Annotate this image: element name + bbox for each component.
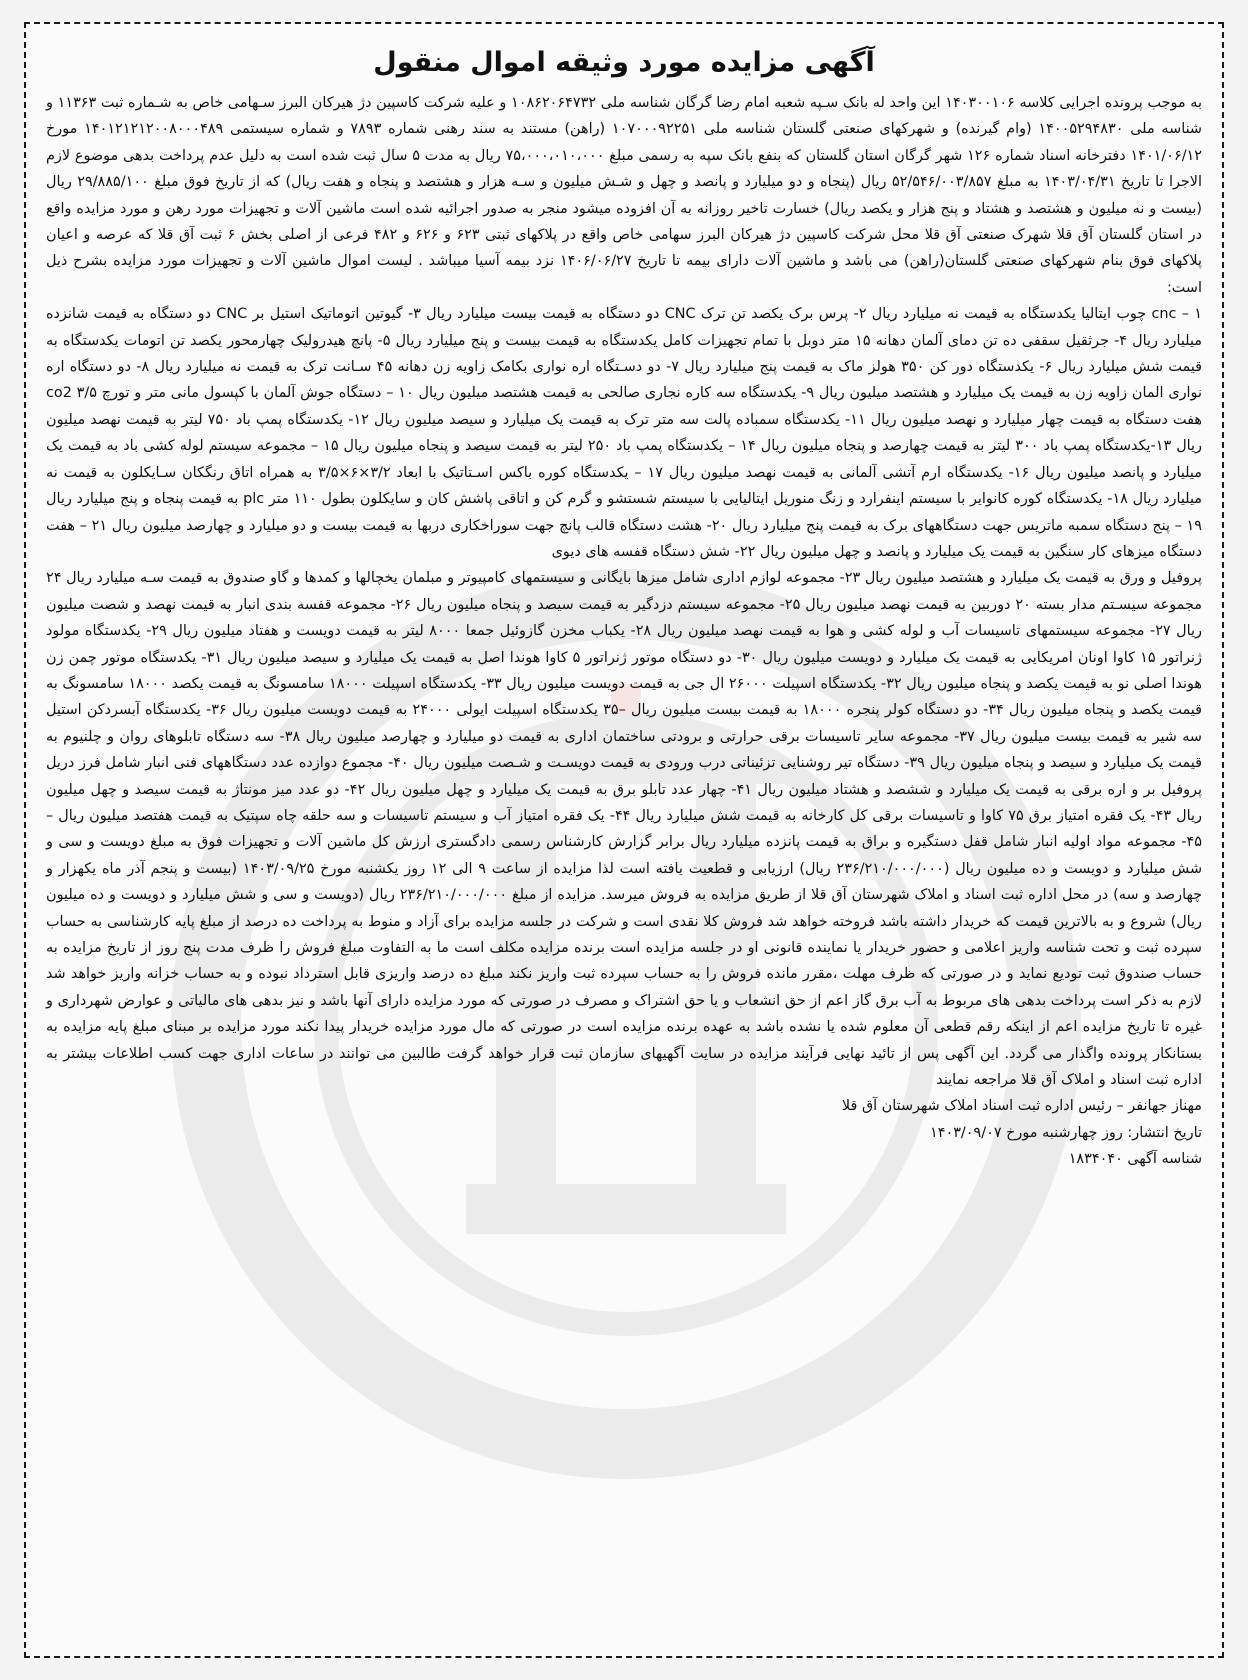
notice-items-paragraph: ۱ – cnc چوب ایتالیا یکدستگاه به قیمت نه میلیارد ریال ۲- پرس برک یکصد تن ترک CNC دو دستگاه به قیمت بیست میلیارد ریال ۳- گیوتین اتوماتیک استیل بر CNC دو دستگاه به قیمت شانزده میلیارد ریال ۴- جرثقیل سقفی ده تن دمای آلمان دهانه ۱۵ متر دوبل با تمام تجهیزات کامل یکدستگاه به قیمت بیست و پنج میلیارد ریال ۵- پانچ هیدرولیک چهارمحور یکصد تن اتومات یکدستگاه به قیمت شش میلیارد ریال ۶- یکدستگاه دور کن ۳۵۰ هولز ماک به قیمت پنج میلیارد ریال ۷- دو دسـتگاه اره نواری بکامک زاویه زن دهانه ۴۵ سـانت ترک به قیمت نه میلیارد ریال ۸- دو دستگاه اره نواری المان زاویه زن به قیمت یک میلیارد و هشتصد میلیون ریال ۹- یکدستگاه سه کاره نجاری صالحی به قیمت هشتصد میلیون ریال ۱۰ – دستگاه جوش آلمان با کپسول مانی متر و تورچ co2 ۳/۵ هفت دستگاه به قیمت چهار میلیارد و نهصد میلیون ریال ۱۱- یکدستگاه سمباده پالت سه متر ترک به قیمت یک میلیارد و سیصد میلیون ریال ۱۲- یکدستگاه پمپ باد ۷۵۰ لیتر به قیمت نهصد میلیون ریال ۱۳-یکدستگاه پمپ باد ۳۰۰ لیتر به قیمت چهارصد و پنجاه میلیون ریال ۱۴ – یکدستگاه پمپ باد ۲۵۰ لیتر به قیمت سیصد و پنجاه میلیون ریال ۱۵ – مجموعه سیستم لوله کشی باد به قیمت یک میلیارد و پانصد میلیون ریال ۱۶- یکدستگاه ارم آتشی آلمانی به قیمت نهصد میلیون ریال ۱۷ – یکدستگاه کوره باکس اسـتاتیک با ابعاد ۳/۲×۶×۳/۵ به همراه اتاق رنگکان سـایکلون به قیمت نه میلیارد ریال ۱۸- یکدستگاه کوره کانوایر با سیستم اینفرارد و زنگ منوریل ایتالیایی با سیستم شستشو و گرم کن و اتاقی پاشش کان و سایکلون بطول ۱۱۰ متر plc به قیمت پنجاه و پنج میلیارد ریال ۱۹ – پنج دستگاه سمبه ماتریس جهت دستگاههای برک به قیمت پنج میلیارد ریال ۲۰- هشت دستگاه قالب پانچ جهت سوراخکاری دربها به قیمت بیست و دو میلیارد و چهارصد میلیون ریال ۲۱ – هفت دستگاه میزهای کار سنگین به قیمت یک میلیارد و پانصد و چهل میلیون ریال ۲۲- شش دستگاه قفسه های دیوی	[46, 306, 1203, 560]
notice-intro-paragraph: به موجب پرونده اجرایی کلاسه ۱۴۰۳۰۰۱۰۶ این واحد له بانک سـپه شعبه امام رضا گرگان شناسه ملی ۱۰۸۶۲۰۶۴۷۳۲ و علیه شرکت کاسپین دژ هیرکان البرز سـهامی خاص به شـماره ثبت ۱۱۳۶۳ و شناسه ملی ۱۴۰۰۵۲۹۴۸۳۰ (وام گیرنده) و شهرکهای صنعتی گلستان شناسه ملی ۱۰۷۰۰۰۹۲۲۵۱ (راهن) مستند به سند رهنی شماره ۷۸۹۳ و شماره سیستمی ۱۴۰۱۲۱۲۱۲۰۰۸۰۰۰۴۸۹ مورخ ۱۴۰۱/۰۶/۱۲ دفترخانه اسناد شماره ۱۲۶ شهر گرگان استان گلستان که بنفع بانک سپه به رسمی مبلغ ۷۵،۰۰۰،۰۱۰،۰۰۰ ریال به مدت ۵ سال ثبت شده است به دلیل عدم پرداخت بدهی موضوع لازم الاجرا تا تاریخ ۱۴۰۳/۰۴/۳۱ به مبلغ ۵۲/۵۴۶/۰۰۳/۸۵۷ ریال (پنجاه و دو میلیارد و پانصد و چهل و شـش میلیون و سـه هزار و هشتصد و پنجاه و هفت ریال) که از تاریخ فوق مبلغ ۲۹/۸۸۵/۱۰۰ ریال (بیست و نه میلیون و هشتصد و هشتاد و پنج هزار و یکصد ریال) خسارت تاخیر روزانه به آن افزوده میشود منجر به صدور اجرائیه شده است ماشین آلات و تجهیزات مورد رهن و مورد مزایده واقع در استان گلستان آق قلا شهرک صنعتی آق قلا محل شرکت کاسپین دژ هیرکان البرز سهامی خاص واقع در پلاکهای ثبتی ۶۲۳ و ۶۲۶ و ۴۸۲ فرعی از اصلی بخش ۶ ثبت آق قلا که عرصه و اعیان پلاکهای فوق بنام شهرکهای صنعتی گلستان(راهن) می باشد و ماشین آلات دارای بیمه تا تاریخ ۱۴۰۶/۰۶/۲۷ نزد بیمه آسیا میباشد . لیست اموال ماشین آلات و تجهیزات مورد مزایده بشرح ذیل است:	[46, 95, 1203, 296]
notice-title: آگهی مزایده مورد وثیقه اموال منقول	[373, 47, 875, 78]
notice-frame	[24, 22, 1224, 1658]
notice-signature: مهناز جهانفر – رئیس اداره ثبت اسناد املاک شهرستان آق قلا	[841, 1098, 1202, 1115]
notice-id: شناسه آگهی ۱۸۳۴۰۴۰	[1068, 1151, 1202, 1168]
notice-content	[26, 24, 1222, 1656]
notice-terms-paragraph: پروفیل و ورق به قیمت یک میلیارد و هشتصد میلیون ریال ۲۳- مجموعه لوازم اداری شامل میزها بایگانی و سیستمهای کامپیوتر و مبلمان یخچالها و کمدها و گاو صندوق به قیمت سـه میلیارد ریال ۲۴ مجموعه سیسـتم مدار بسته ۲۰ دوربین به قیمت نهصد میلیون ریال ۲۵- مجموعه سیستم دزدگیر به قیمت سیصد و پنجاه میلیون ریال ۲۶- مجموعه قفسه بندی انبار به قیمت نهصد و شصت میلیون ریال ۲۷- مجموعه سیستمهای تاسیسات آب و لوله کشی و هوا به قیمت نهصد میلیون ریال ۲۸- یکباب مخزن گازوئیل جمعا ۸۰۰۰ لیتر به قیمت دویست و هفتاد میلیون ریال ۲۹- یکدستگاه مولود ژنراتور ۱۵ کاوا اونان امریکایی به قیمت یک میلیارد و دویست میلیون ریال ۳۰- دو دستگاه موتور ژنراتور ۵ کاوا هوندا اصل به قیمت یک میلیارد و سیصد میلیون ریال ۳۱- یکدستگاه موتور چمن زن هوندا اصلی نو به قیمت یکصد و پنجاه میلیون ریال ۳۲- یکدستگاه اسپیلت ۲۶۰۰۰ ال جی به قیمت دویست میلیون ریال ۳۳- یکدستگاه اسپیلت ۱۸۰۰۰ سامسونگ به قیمت یکصد ۱۸۰۰۰ سامسونگ به قیمت یکصد و پنجاه میلیون ریال ۳۴- دو دستگاه کولر پنجره ۱۸۰۰۰ به قیمت بیست میلیون ریال –۳۵ یکدستگاه اسپیلت ایولی ۲۴۰۰۰ به قیمت دویست میلیون ریال ۳۶- یکدستگاه آبسردکن استیل سه شیر به قیمت بیست میلیون ریال ۳۷- مجموعه سایر تاسیسات برقی حرارتی و برودتی ساختمان اداری به قیمت دو میلیارد و چهارصد میلیون ریال ۳۸- سه دستگاه تابلوهای روان و چلنیوم به قیمت یک میلیارد و سیصد و پنجاه میلیون ریال ۳۹- دستگاه تیر روشنایی تزئیناتی درب ورودی به قیمت دویسـت و شـصت میلیون ریال ۴۰- مجموع دوازده عدد دستگاههای فنی انبار شامل فرز دریل پروفیل بر و اره برقی به قیمت یک میلیارد و ششصد و هشتاد میلیون ریال ۴۱- چهار عدد تابلو برق به قیمت یک میلیارد و چهل میلیون ریال ۴۲- دو عدد میز مونتاژ به قیمت سیصد و چهل میلیون ریال ۴۳- یک فقره امتیاز برق ۷۵ کاوا و تاسیسات برقی کل کارخانه به قیمت شش میلیارد ریال ۴۴- یک فقره امتیاز آب و سیستم تاسیسات و سه حلقه چاه سپتیک به قیمت هفتصد میلیون ریال –۴۵- مجموعه مواد اولیه انبار شامل قفل دستگیره و براق به قیمت پانزده میلیارد ریال برابر گزارش کارشناس رسمی دادگستری ارزش کل ماشین آلات و تجهیزات فوق به مبلغ دویست و سی و شش میلیارد و دویست و ده میلیون ریال (۲۳۶/۲۱۰/۰۰۰/۰۰۰ ریال) ارزیابی و قطعیت یافته است لذا مزایده از ساعت ۹ الی ۱۲ روز یکشنبه مورخ ۱۴۰۳/۰۹/۲۵ (بیست و پنجم آذر ماه یکهزار و چهارصد و سه) در محل اداره ثبت اسناد و املاک شهرستان آق قلا از طریق مزایده به فروش میرسد. مزایده از مبلغ ۲۳۶/۲۱۰/۰۰۰/۰۰۰ ریال (دویست و سی و شش میلیارد و دویست و ده میلیون ریال) شروع و به بالاترین قیمت که خریدار داشته باشد فروخته خواهد شد فروش کلا نقدی است و شرکت در جلسه مزایده برای آزاد و منوط به پرداخت ده درصد از مبلغ پایه کارشناسی به حساب سپرده ثبت و تحت شناسه واریز اعلامی و حضور خریدار یا نماینده قانونی او در جلسه مزایده است برنده مزایده مکلف است ما به التفاوت مبلغ فروش را ظرف مدت پنج روز از تاریخ مزایده به حساب صندوق ثبت تودیع نماید و در صورتی که ظرف مهلت ،مقرر مانده فروش را به حساب سپرده ثبت واریز نکند مبلغ ده درصد واریزی قابل استرداد نبوده و به حساب خزانه واریز خواهد شد لازم به ذکر است پرداخت بدهی های مربوط به آب برق گاز اعم از حق انشعاب و یا حق اشتراک و مصرف در صورتی که مورد مزایده دارای آنها باشد و نیز بدهی های مالیاتی و عوارض شهرداری و غیره تا تاریخ مزایده اعم از اینکه رقم قطعی آن معلوم شده یا نشده باشد به عهده برنده مزایده است در صورتی که مال مورد مزایده خریدار پیدا نکند مورد مزایده بر مبنای مبلغ پایه مزایده به بستانکار پرونده واگذار می گردد. این آگهی پس از تائید نهایی فرآیند مزایده در سایت آگهیهای سازمان ثبت قرار خواهد گرفت طالبین می توانند در ساعات اداری جهت کسب اطلاعات بیشتر به اداره ثبت اسناد و املاک آق قلا مراجعه نمایند	[46, 570, 1203, 1089]
notice-publish-date: تاریخ انتشار: روز چهارشنبه مورخ ۱۴۰۳/۰۹/۰۷	[930, 1124, 1202, 1141]
